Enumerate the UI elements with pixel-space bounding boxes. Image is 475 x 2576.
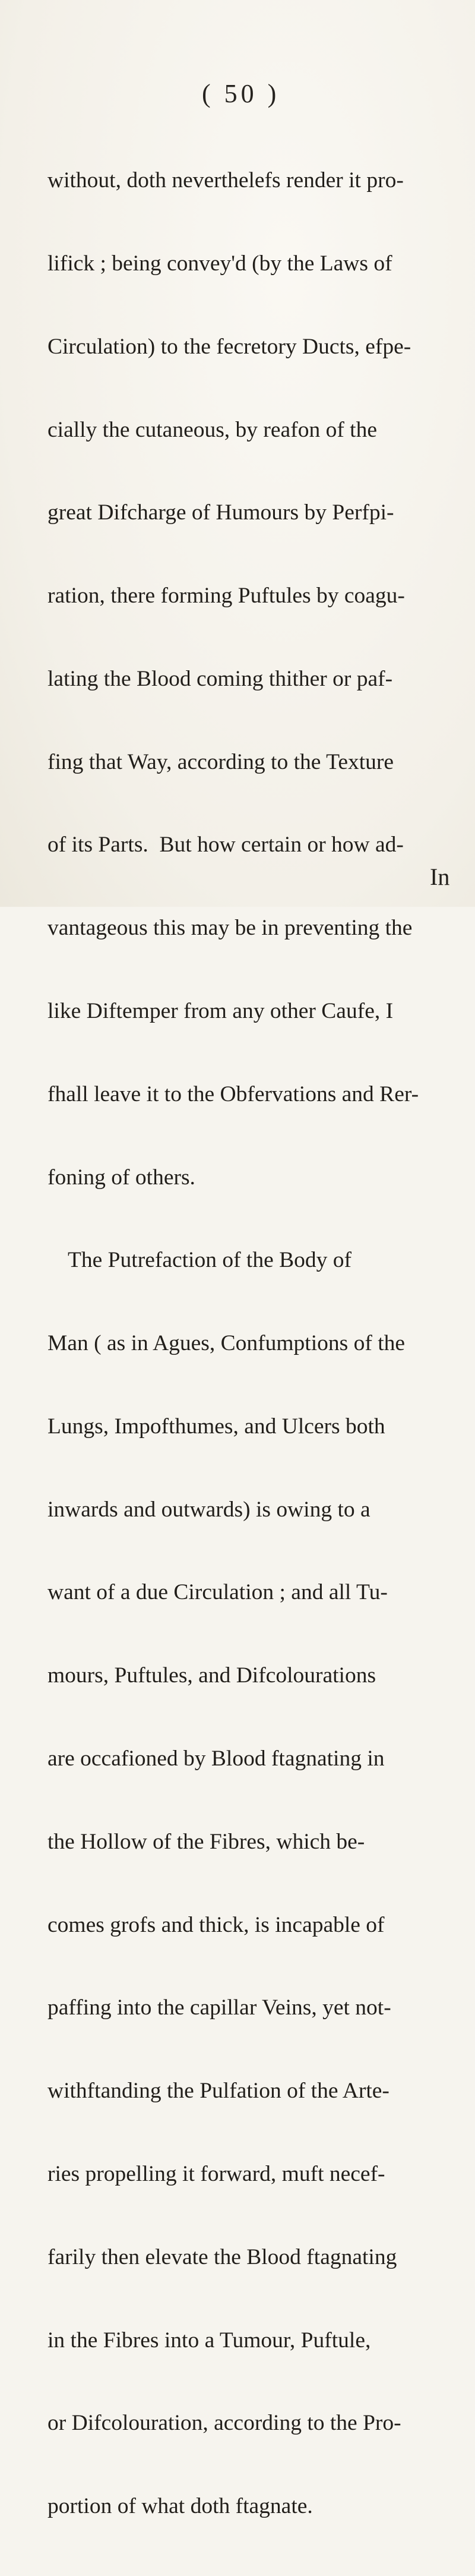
text-line: inwards and outwards) is owing to a <box>48 1497 370 1522</box>
text-line: in the Fibres into a Tumour, Puftule, <box>48 2328 371 2353</box>
text-line: lifick ; being convey'd (by the Laws of <box>48 251 392 276</box>
text-line: vantageous this may be in preventing the <box>48 916 413 941</box>
text-line: Man ( as in Agues, Confumptions of the <box>48 1331 406 1356</box>
text-line: mours, Puftules, and Difcolourations <box>48 1663 376 1688</box>
text-line: great Difcharge of Humours by Perfpi- <box>48 500 394 525</box>
text-line: without, doth neverthelefs render it pro- <box>48 168 404 193</box>
text-line: are occafioned by Blood ftagnating in <box>48 1746 385 1771</box>
text-line: lating the Blood coming thither or paf- <box>48 666 393 691</box>
text-line: or Difcolouration, according to the Pro- <box>48 2411 401 2436</box>
text-line: portion of what doth ftagnate. <box>48 2494 313 2519</box>
text-line: like Diftemper from any other Caufe, I <box>48 999 394 1023</box>
text-line: withftanding the Pulfation of the Arte- <box>48 2079 390 2104</box>
text-line: fing that Way, according to the Texture <box>48 749 394 774</box>
text-line: ries propelling it forward, muft necef- <box>48 2161 385 2186</box>
text-line: Lungs, Impofthumes, and Ulcers both <box>48 1414 385 1439</box>
body-text <box>48 112 446 2576</box>
text-line: cially the cutaneous, by reafon of the <box>48 417 377 442</box>
catchword: In <box>430 863 450 890</box>
text-line: paffing into the capillar Veins, yet not- <box>48 1995 391 2020</box>
text-line: comes grofs and thick, is incapable of <box>48 1912 385 1937</box>
text-line: farily then elevate the Blood ftagnating <box>48 2244 397 2269</box>
text-line: of its Parts. But how certain or how ad- <box>48 833 404 857</box>
text-line: fhall leave it to the Obfervations and Rer- <box>48 1082 419 1106</box>
paragraph-start-line: The Putrefaction of the Body of <box>68 1248 352 1273</box>
text-line: foning of others. <box>48 1165 195 1190</box>
text-line: want of a due Circulation ; and all Tu- <box>48 1580 388 1605</box>
text-line: ration, there forming Puftules by coagu- <box>48 584 405 608</box>
text-line: the Hollow of the Fibres, which be- <box>48 1829 365 1854</box>
text-line: Circulation) to the fecretory Ducts, efpe- <box>48 334 411 359</box>
page-number: ( 50 ) <box>202 79 280 108</box>
